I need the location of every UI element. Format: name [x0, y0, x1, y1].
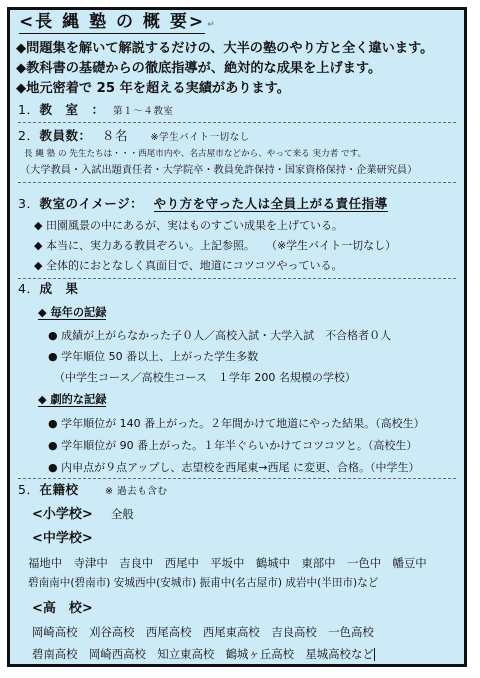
return-mark-icon: ↵ — [207, 20, 217, 30]
section-label: 成 果 — [39, 281, 79, 296]
section-results: 4．成 果 — [18, 281, 79, 296]
list-item: ● 内申点が９点アップし、志望校を西尾東→西尾 に変更、合格。（中学生） — [48, 461, 420, 474]
subsection-dramatic: ◆ 劇的な記録 — [38, 393, 107, 406]
divider — [18, 278, 456, 279]
teacher-note: ※学生バイト一切なし — [150, 132, 250, 143]
divider — [18, 478, 456, 479]
list-item: ● 学年順位が 90 番上がった。１年半ぐらいかけてコツコツと。（高校生） — [48, 439, 418, 452]
overview-panel — [7, 7, 467, 667]
section-label: 教室のイメージ： — [39, 196, 144, 211]
list-item: ● 学年順位が 140 番上がった。２年間かけて地道にやった結果。（高校生） — [48, 417, 425, 430]
list-item: ● 成績が上がらなかった子０人／高校入試・大学入試 不合格者０人 — [48, 329, 392, 342]
elementary-row — [32, 508, 134, 521]
divider — [18, 182, 456, 183]
junior-schools-line-1: 福地中 寺津中 吉良中 西尾中 平坂中 鶴城中 東部中 一色中 幡豆中 — [28, 556, 427, 570]
section-value: 第１〜４教室 — [112, 106, 174, 117]
section-headline: やり方を守った人は全員上がる責任指導 — [153, 196, 388, 211]
elementary-label: <小学校> — [32, 507, 93, 522]
intro-line-1: ◆問題集を解いて解説するだけの、大半の塾のやり方と全く違います。 — [16, 41, 434, 56]
text-cursor — [374, 648, 375, 661]
list-item: ◆ 本当に、実力ある教員ぞろい。上記参照。 （※学生バイト一切なし） — [34, 239, 397, 252]
junior-label: <中学校> — [32, 531, 93, 546]
list-item: ● 学年順位 50 番以上、上がった学生多数 — [48, 350, 259, 363]
teacher-description: 長 縄 塾 の 先生たちは・・・西尾市内や、名古屋市などから、やって来る 実力者 です。 — [24, 149, 367, 159]
high-schools-line-1: 岡崎高校 刈谷高校 西尾高校 西尾東高校 吉良高校 一色高校 — [32, 625, 374, 639]
section-label: 在籍校 — [39, 482, 79, 497]
section-note: ※ 過去も含む — [104, 486, 168, 497]
intro-line-2: ◆教科書の基礎からの徹底指導が、絶対的な成果を上げます。 — [16, 61, 382, 76]
section-classroom: 1．教 室 ： 第１〜４教室 — [18, 102, 174, 117]
subsection-yearly: ◆ 毎年の記録 — [38, 306, 107, 319]
section-label: 教 室 ： — [39, 102, 105, 117]
junior-schools-line-2: 碧南南中(碧南市) 安城西中(安城市) 振甫中(名古屋市) 成岩中(半田市)など — [28, 577, 379, 589]
list-item: ◆ 全体的におとなしく真面目で、地道にコツコツやっている。 — [34, 259, 343, 272]
list-item: ◆ 田園風景の中にあるが、実はものすごい成果を上げている。 — [34, 219, 343, 232]
high-schools-line-2: 碧南高校 岡崎西高校 知立東高校 鶴城ヶ丘高校 星城高校など — [32, 647, 374, 661]
list-item: （中学生コース／高校生コース １学年 200 名規模の学校） — [54, 371, 356, 384]
teacher-qualifications: （大学教員・入試出題責任者・大学院卒・教員免許保持・国家資格保持・企業研究員） — [20, 165, 418, 176]
section-teachers: 2．教員数： ８名 ※学生バイト一切なし — [18, 128, 250, 143]
section-label: 教員数： — [39, 128, 92, 143]
high-label: <高 校> — [32, 601, 93, 616]
divider — [18, 122, 456, 123]
elementary-value: 全般 — [110, 507, 134, 521]
section-image: 3．教室のイメージ： やり方を守った人は全員上がる責任指導 — [18, 196, 388, 211]
teacher-count: ８名 — [101, 128, 128, 143]
intro-line-3: ◆地元密着で 25 年を超える実績があります。 — [16, 81, 290, 96]
page-title: <長 縄 塾 の 概 要> ↵ — [19, 12, 217, 32]
section-schools: 5．在籍校 ※ 過去も含む — [18, 482, 168, 497]
